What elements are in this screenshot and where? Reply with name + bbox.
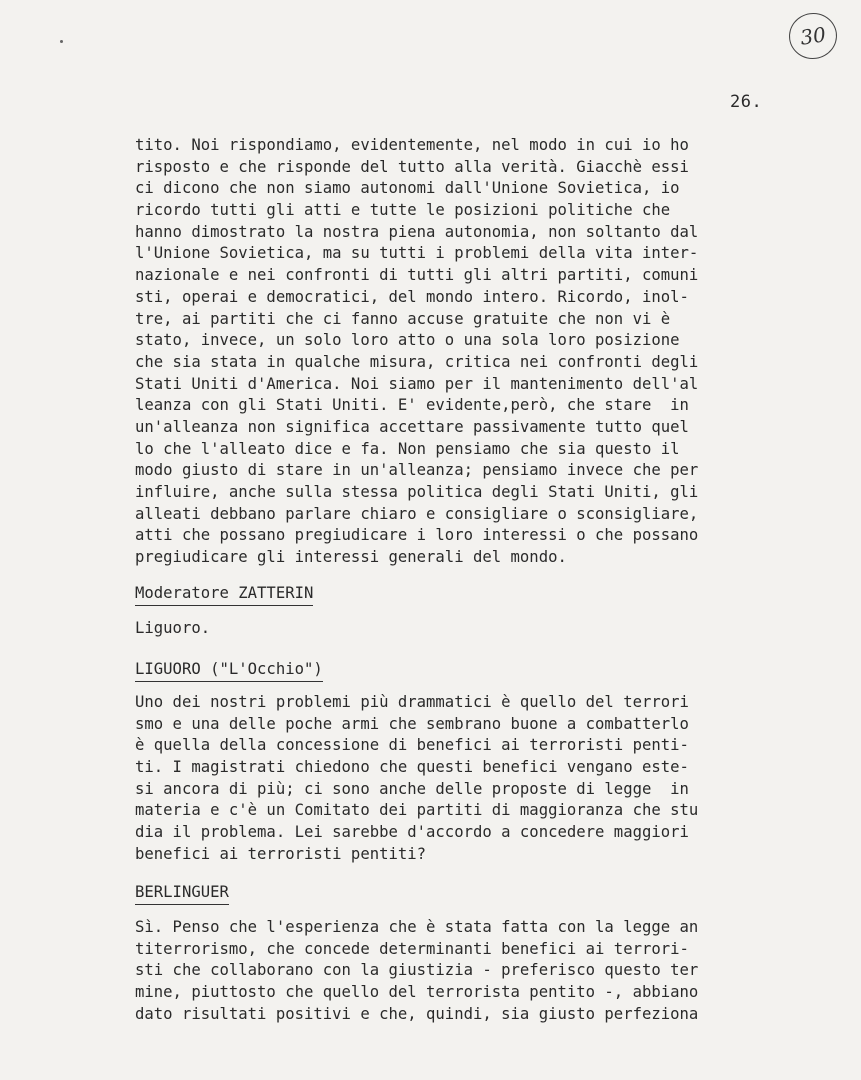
text-line: un'alleanza non significa accettare passivamente tutto quel [135,417,689,436]
answer-paragraph-1 [135,135,795,569]
text-line: influire, anche sulla stessa politica degli Stati Uniti, gli [135,483,699,501]
text-line: Uno dei nostri problemi più drammatici è quello del terrori [135,693,689,711]
page-number: 26. [730,92,763,112]
text-line: hanno dimostrato la nostra piena autonomia, non soltanto dal [135,222,699,241]
text-line: nazionale e nei confronti di tutti gli altri partiti, comuni [135,266,699,285]
text-line: benefici ai terroristi pentiti? [135,844,427,863]
text-line: dia il problema. Lei sarebbe d'accordo a concedere maggiori [135,823,689,842]
ink-dot [60,40,63,43]
text-line: stato, invece, un solo loro atto o una sola loro posizione [135,331,680,350]
answer-paragraph-2 [135,917,795,1025]
text-line: è quella della concessione di benefici ai terroristi penti- [135,736,689,755]
question-paragraph [135,692,795,866]
speaker-heading-liguoro: LIGUORO ("L'Occhio") [135,659,323,682]
text-line: dato risultati positivi e che, quindi, sia giusto perfeziona [135,1004,699,1023]
text-line: sti, operai e democratici, del mondo intero. Ricordo, inol- [135,287,689,306]
page-stamp: 30 [786,10,840,62]
text-line: modo giusto di stare in un'alleanza; pensiamo invece che per [135,461,699,480]
text-line: si ancora di più; ci sono anche delle proposte di legge in [135,779,689,798]
text-line: alleati debbano parlare chiaro e consigliare o sconsigliare, [135,504,699,523]
text-line: pregiudicare gli interessi generali del mondo. [135,548,567,567]
speaker-heading-berlinguer: BERLINGUER [135,882,229,905]
text-line: lo che l'alleato dice e fa. Non pensiamo che sia questo il [135,439,680,458]
text-line: titerrorismo, che concede determinanti benefici ai terrori- [135,939,689,958]
text-line: ci dicono che non siamo autonomi dall'Unione Sovietica, io [135,179,680,198]
text-line: ricordo tutti gli atti e tutte le posizioni politiche che [135,201,671,220]
text-line: l'Unione Sovietica, ma su tutti i problemi della vita inter- [135,244,699,263]
text-line: mine, piuttosto che quello del terrorista pentito -, abbiano [135,983,699,1002]
text-line: che sia stata in qualche misura, critica nei confronti degli [135,352,699,371]
text-line: smo e una delle poche armi che sembrano buone a combatterlo [135,714,689,733]
moderator-line: Liguoro. [135,619,211,637]
speaker-heading-moderator: Moderatore ZATTERIN [135,583,313,606]
text-line: risposto e che risponde del tutto alla verità. Giacchè essi [135,157,689,176]
text-line: materia e c'è un Comitato dei partiti di maggioranza che stu [135,801,699,820]
text-line: atti che possano pregiudicare i loro interessi o che possano [135,526,699,545]
text-line: ti. I magistrati chiedono che questi benefici vengano este- [135,758,689,777]
text-line: leanza con gli Stati Uniti. E' evidente,però, che stare in [135,396,689,415]
text-line: Sì. Penso che l'esperienza che è stata fatta con la legge an [135,918,699,936]
text-line: Stati Uniti d'America. Noi siamo per il mantenimento dell'al [135,374,699,393]
text-line: tre, ai partiti che ci fanno accuse gratuite che non vi è [135,309,671,328]
text-line: tito. Noi rispondiamo, evidentemente, nel modo in cui io ho [135,136,689,154]
text-line: sti che collaborano con la giustizia - preferisco questo ter [135,961,699,980]
